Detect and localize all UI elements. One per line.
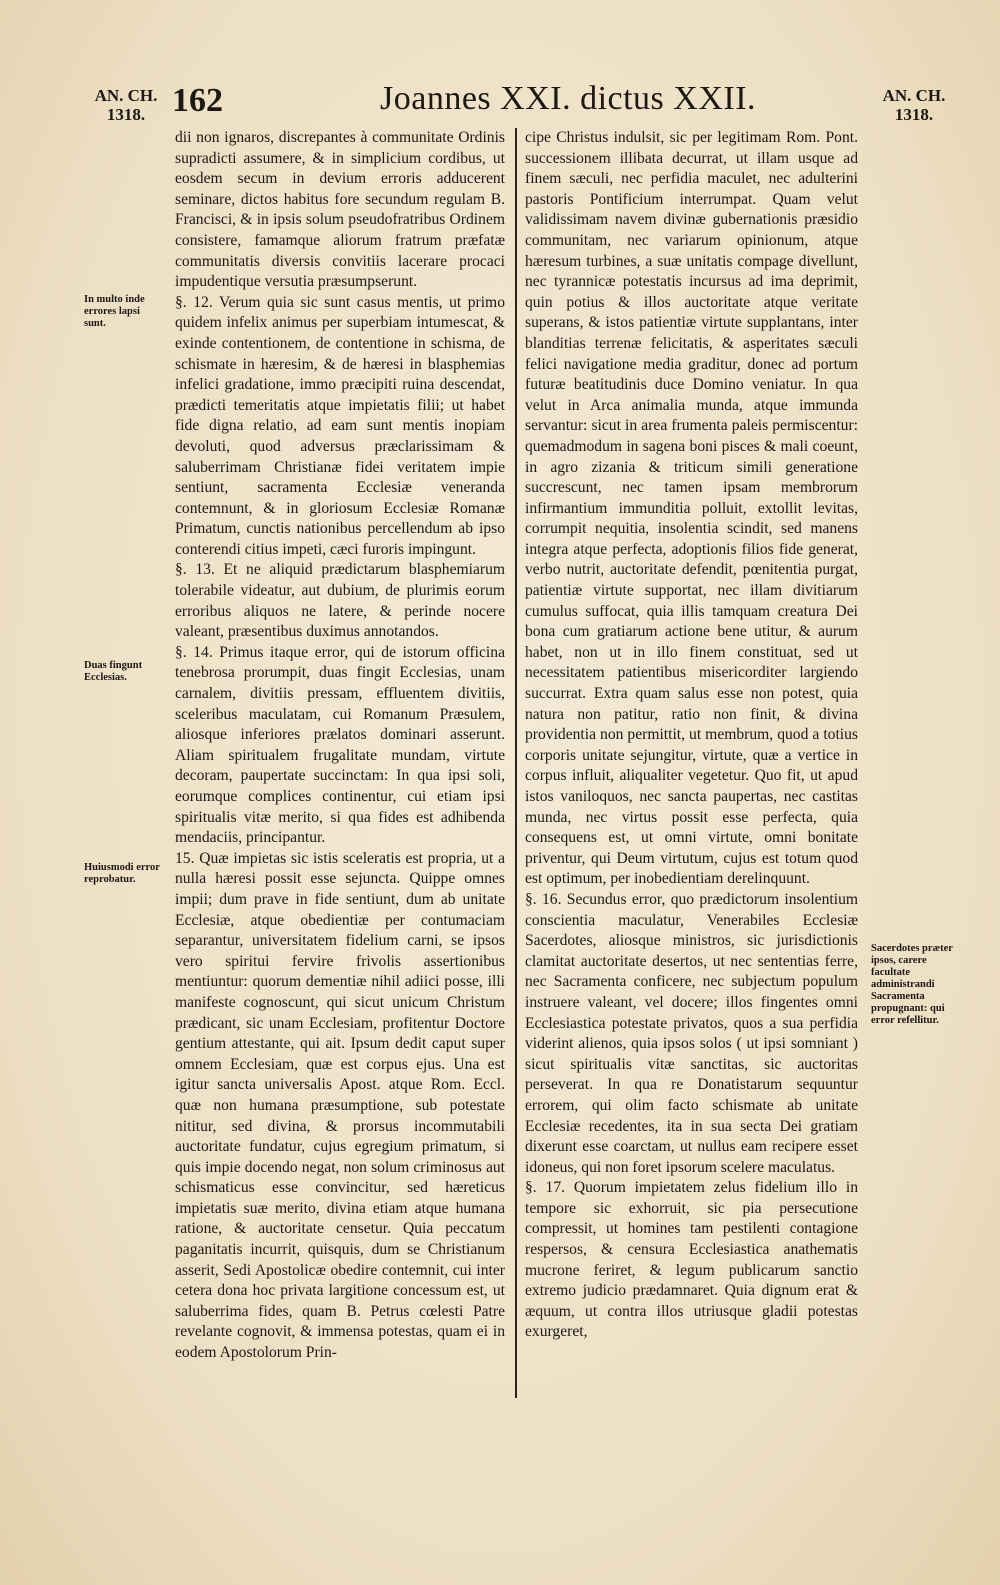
running-title: Joannes XXI. dictus XXII. xyxy=(380,80,757,117)
column-divider xyxy=(515,128,517,1398)
paragraph: dii non ignaros, discrepantes à communitate Ordinis supradicti assumere, & in simplicium cordibus, ut eosdem secum in devium erroris adducerent seminare, dictos habitus fore secundum regulam B. Francisci, & in ipsis solum pseudofratribus Ordinem consistere, famamque aliorum fratrum præfatæ communitatis diversis convitiis lacerare procaci impudentique versutia præsumpserunt. xyxy=(175,129,505,291)
paragraph: §. 14. Primus itaque error, qui de istorum officina tenebrosa prorumpit, duas fingit Ecclesias, unam carnalem, divitiis pressam, effluentem divitiis, sceleribus maculatam, cui Romanum Præsulem, aliosque inferiores prælatos dominari asserunt. Aliam spiritualem frugalitate mundam, virtute decoram, paupertate succinctam: In qua ipsi soli, eorumque complices continentur, cui etiam ipsi spiritualis vitæ merito, si qua fides est adhibenda mendaciis, principantur. xyxy=(175,643,505,847)
right-column xyxy=(525,128,858,1343)
right-year-header: AN. CH. 1318. xyxy=(882,86,946,124)
page-number: 162 xyxy=(172,82,223,119)
margin-note: Huiusmodi error reprobatur. xyxy=(84,862,160,885)
paragraph: §. 17. Quorum impietatem zelus fidelium illo in tempore sic exhorruit, sic pia persecutione compressit, ut homines tam pestilenti contagione respersos, & censura Ecclesiastica anathematis mucrone feriret, & legum publicarum sanctio extremo judicio prædamnaret. Quia dignum erat & æquum, ut contra illos utriusque gladii potestas exurgeret, xyxy=(525,1179,858,1341)
paragraph: cipe Christus indulsit, sic per legitimam Rom. Pont. successionem illibata decurrat, ut illam usque ad finem sæculi, nec perfidia maculet, nec adulterini pastoris Pontificium interrumpat. Quam velut validissimam navem divinæ gubernationis præsidio communitam, nec variarum opinionum, atque hæresum turbines, a suæ unitatis compage divellunt, nec tyrannicæ potestatis incursus ad ima deprimit, quin potius & illos auctoritate atque veritate superans, & istos patientiæ virtute supplantans, inter blanditias terrenæ felicitatis, & asperitates sæculi felici navigatione media graditur, donec ad portum futuræ beatitudinis duce Domino veniatur. In qua velut in Arca animalia munda, atque immunda servantur: sicut in area frumenta paleis permiscentur: quemadmodum in sagena boni pisces & mali coeunt, in agro zizania & triticum simili generatione succrescunt, nec tamen ipsam membrorum infirmantium immunditia polluit, extollit levitas, corrumpit nequitia, insolentia scindit, sed manens integra atque perfecta, adoptionis filios fide generat, verbo nutrit, auctoritate defendit, pœnitentia purgat, patientiæ virtute supportat, nec illam divitiarum cumulus suffocat, quia illis tamquam creatura Dei bona cum gratiarum actione bene utitur, & aurum habet, non ut in illo finem constituat, sed ut necessitatem patientibus misericorditer largiendo succurrat. Extra quam salus esse non potest, quia natura non patitur, ratio non finit, & divina providentia non permittit, ut membrum, quod a totius corporis unitate sejungitur, virtute, quæ a vertice in corpus influit, aliqualiter vegetetur. Quo fit, ut apud istos vaniloquos, nec sancta paupertas, nec castitas munda, nec virtus possit esse perfecta, quia consequens est, ut omni virtute, omni bonitate priventur, qui Deum virtutum, cujus est totum quod est optimum, per inobedientiam derelinquunt. xyxy=(525,129,858,888)
paragraph: §. 13. Et ne aliquid prædictarum blasphemiarum tolerabile videatur, aut dubium, de plurimis eorum erroribus aliquos ne latere, & perinde nocere valeant, præsentibus duximus annotandos. xyxy=(175,561,505,641)
paragraph: 15. Quæ impietas sic istis sceleratis est propria, ut a nulla hæresi possit esse sejuncta. Quippe omnes impii; dum prave in fide sentiunt, dum ab unitate Ecclesiæ, atque obedientiæ per contumaciam separantur, universitatem fidelium carni, se ipsos vero spiritui fervire frivolis assertionibus mentiuntur: quorum dementiæ nihil adiici posse, illi manifeste cognoscunt, qui sicut unicum Christum prædicant, sic unam Ecclesiam, profitentur Doctore gentium attestante, qui ait. Ipsum dedit caput super omnem Ecclesiam, quæ est corpus ejus. Una est igitur sancta universalis Apost. atque Rom. Eccl. quæ non humana præsumptione, sub potestate nititur, sed divina, & prorsus incommutabili auctoritate fundatur, cujus egregium primatum, si quis impie docendo negat, non solum criminosus aut schismaticus esse convincitur, sed hæreticus impietatis suæ merito, divina etiam atque humana ratione, & auctoritate censetur. Quia peccatum paganitatis incurrit, quisquis, dum se Christianum asserit, Sedi Apostolicæ obedire contemnit, cui inter cetera dona hoc privata largitione concessum est, ut saluberrima fides, quam B. Petrus cœlesti Patre revelante cognovit, & immensa potestas, quam ei in eodem Apostolorum Prin- xyxy=(175,849,505,1362)
left-column xyxy=(175,128,505,1364)
paragraph: §. 16. Secundus error, quo prædictorum insolentium conscientia maculatur, Venerabiles Ecclesiæ Sacerdotes, aliosque ministros, sic jurisdictionis clamitat auctoritate desertos, ut nec sententias ferre, nec Sacramenta conficere, nec subjectum populum instruere valeant, vel docere; illos fingentes omni Ecclesiastica potestate privatos, quos a sua perfidia viderint alienos, quia ipsos solos ( ut ipsi somniant ) sicut spiritualis vitæ sanctitas, sic auctoritas perseverat. In qua re Donatistarum sequuntur errorem, qui olim facto schismate ab unitate Ecclesiæ recedentes, ita in sua secta Dei gratiam dixerunt esse coarctam, ut nullus eam recipere esset idoneus, qui non foret ipsorum scelere maculatus. xyxy=(525,890,858,1176)
margin-note: Duas fingunt Ecclesias. xyxy=(84,660,143,683)
left-year-header: AN. CH. 1318. xyxy=(94,86,158,124)
paragraph: §. 12. Verum quia sic sunt casus mentis, ut primo quidem infelix animus per superbiam intumescat, & exinde contentionem, de contentione in schisma, de schismate in hæresim, & de hæresi in blasphemias infelici gradatione, immo præcipiti ruina descendat, prædicti temeritatis atque impietatis filii; ut habet fide digna relatio, ad eam sunt mentis inopiam devoluti, quod adversus præclarissimam & saluberrimam Christianæ fidei veritatem impie sentiunt, sacramenta Ecclesiæ veneranda contemnunt, & in gloriosum Ecclesiæ Romanæ Primatum, cunctis nationibus percellendum ab ipso conterendi citius impeti, cæci furoris impingunt. xyxy=(175,293,505,558)
margin-note: In multo inde errores lapsi sunt. xyxy=(84,294,145,329)
margin-note: Sacerdotes præter ipsos, carere facultate administrandi Sacramenta propugnant: qui error refellitur. xyxy=(871,943,953,1026)
